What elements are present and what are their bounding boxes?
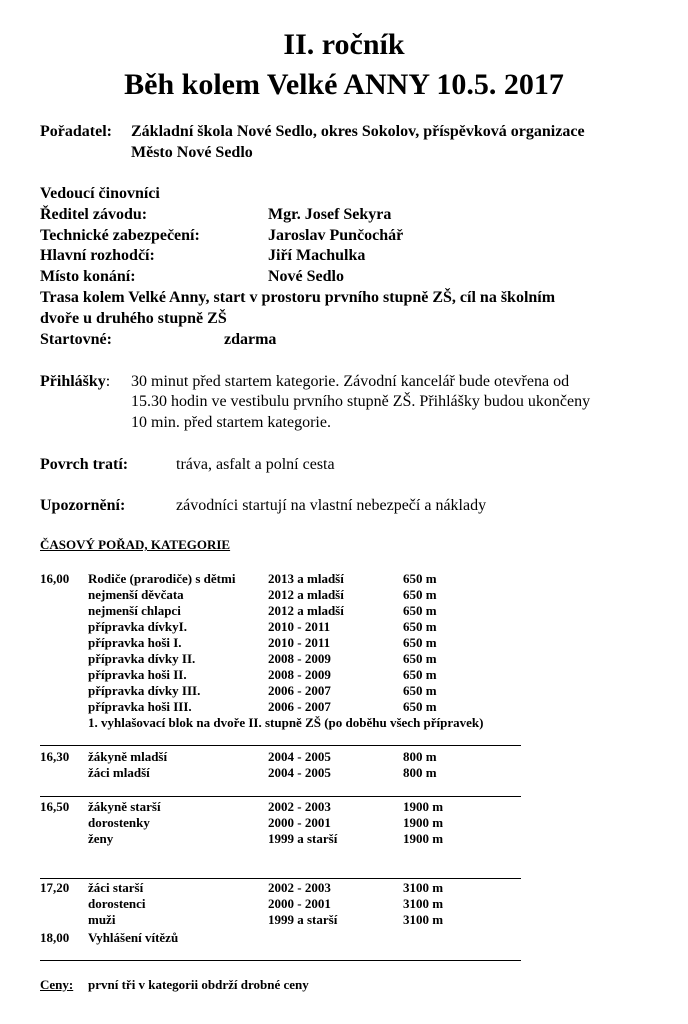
category-years: 2006 - 2007 bbox=[268, 683, 331, 698]
surface-value: tráva, asfalt a polní cesta bbox=[176, 456, 335, 473]
category-name: přípravka hoši III. bbox=[88, 699, 192, 714]
official-value: Nové Sedlo bbox=[268, 268, 344, 285]
official-label: Místo konání: bbox=[40, 268, 136, 285]
registration-label-group bbox=[40, 373, 110, 391]
fee-label: Startovné: bbox=[40, 331, 112, 348]
category-name: žákyně starší bbox=[88, 799, 161, 814]
category-years: 1999 a starší bbox=[268, 912, 338, 927]
block-time: 16,30 bbox=[40, 749, 70, 764]
category-distance: 800 m bbox=[403, 749, 437, 764]
category-distance: 650 m bbox=[403, 651, 437, 666]
category-name: žáci mladší bbox=[88, 765, 150, 780]
official-value: Jiří Machulka bbox=[268, 247, 366, 264]
category-distance: 650 m bbox=[403, 587, 437, 602]
category-distance: 1900 m bbox=[403, 799, 444, 814]
category-distance: 3100 m bbox=[403, 912, 444, 927]
category-name: nejmenší chlapci bbox=[88, 603, 181, 618]
organizer-line-2: Město Nové Sedlo bbox=[131, 144, 253, 161]
category-years: 2012 a mladší bbox=[268, 603, 344, 618]
category-years: 2004 - 2005 bbox=[268, 765, 331, 780]
category-years: 2000 - 2001 bbox=[268, 815, 331, 830]
category-distance: 1900 m bbox=[403, 831, 444, 846]
block-time: 16,50 bbox=[40, 799, 70, 814]
category-years: 2010 - 2011 bbox=[268, 619, 331, 634]
category-years: 2002 - 2003 bbox=[268, 799, 331, 814]
registration-line-1: 30 minut před startem kategorie. Závodní kancelář bude otevřena od bbox=[131, 373, 570, 390]
category-name: dorostenky bbox=[88, 815, 150, 830]
registration-colon: : bbox=[105, 373, 111, 390]
category-years: 2008 - 2009 bbox=[268, 667, 331, 682]
schedule-heading: ČASOVÝ POŘAD, KATEGORIE bbox=[40, 537, 231, 552]
category-years: 1999 a starší bbox=[268, 831, 338, 846]
category-name: přípravka hoši II. bbox=[88, 667, 187, 682]
category-name: přípravka dívky III. bbox=[88, 683, 201, 698]
officials-heading: Vedoucí činovníci bbox=[40, 185, 160, 202]
category-distance: 650 m bbox=[403, 619, 437, 634]
prizes-label: Ceny: bbox=[40, 977, 74, 992]
category-name: přípravka hoši I. bbox=[88, 635, 182, 650]
route-line-2: dvoře u druhého stupně ZŠ bbox=[40, 310, 227, 327]
organizer-label: Pořadatel: bbox=[40, 123, 112, 140]
category-name: přípravka dívky II. bbox=[88, 651, 196, 666]
official-value: Mgr. Josef Sekyra bbox=[268, 206, 392, 223]
category-years: 2006 - 2007 bbox=[268, 699, 331, 714]
category-distance: 650 m bbox=[403, 603, 437, 618]
category-distance: 650 m bbox=[403, 571, 437, 586]
official-label: Ředitel závodu: bbox=[40, 206, 148, 223]
category-distance: 650 m bbox=[403, 683, 437, 698]
surface-label: Povrch tratí: bbox=[40, 456, 129, 473]
category-distance: 650 m bbox=[403, 667, 437, 682]
category-name: žáci starší bbox=[88, 880, 144, 895]
organizer-line-1: Základní škola Nové Sedlo, okres Sokolov, příspěvková organizace bbox=[131, 123, 585, 140]
category-name: ženy bbox=[88, 831, 114, 846]
category-distance: 3100 m bbox=[403, 880, 444, 895]
prizes-text: první tři v kategorii obdrží drobné ceny bbox=[88, 977, 309, 992]
category-distance: 800 m bbox=[403, 765, 437, 780]
category-years: 2008 - 2009 bbox=[268, 651, 331, 666]
divider bbox=[40, 878, 521, 879]
warning-value: závodníci startují na vlastní nebezpečí a náklady bbox=[176, 497, 487, 514]
category-name: žákyně mladší bbox=[88, 749, 168, 764]
route-line-1: Trasa kolem Velké Anny, start v prostoru prvního stupně ZŠ, cíl na školním bbox=[40, 289, 556, 306]
category-name: Rodiče (prarodiče) s dětmi bbox=[88, 571, 236, 586]
category-years: 2000 - 2001 bbox=[268, 896, 331, 911]
registration-line-3: 10 min. před startem kategorie. bbox=[131, 414, 331, 431]
category-years: 2013 a mladší bbox=[268, 571, 344, 586]
category-name: dorostenci bbox=[88, 896, 146, 911]
category-distance: 650 m bbox=[403, 699, 437, 714]
category-years: 2002 - 2003 bbox=[268, 880, 331, 895]
category-name: nejmenší děvčata bbox=[88, 587, 184, 602]
category-years: 2010 - 2011 bbox=[268, 635, 331, 650]
official-label: Hlavní rozhodčí: bbox=[40, 247, 155, 264]
category-name: muži bbox=[88, 912, 116, 927]
awards-ceremony: Vyhlášení vítězů bbox=[88, 930, 179, 945]
fee-value: zdarma bbox=[224, 331, 277, 348]
title-line-2: Běh kolem Velké ANNY 10.5. 2017 bbox=[124, 68, 564, 101]
divider bbox=[40, 745, 521, 746]
official-value: Jaroslav Punčochář bbox=[268, 227, 404, 244]
block-time: 16,00 bbox=[40, 571, 70, 586]
warning-label: Upozornění: bbox=[40, 497, 126, 514]
official-label: Technické zabezpečení: bbox=[40, 227, 200, 244]
category-distance: 650 m bbox=[403, 635, 437, 650]
registration-line-2: 15.30 hodin ve vestibulu prvního stupně ZŠ. Přihlášky budou ukončeny bbox=[131, 393, 591, 410]
category-years: 2012 a mladší bbox=[268, 587, 344, 602]
category-distance: 3100 m bbox=[403, 896, 444, 911]
registration-label: Přihlášky bbox=[40, 373, 106, 390]
category-distance: 1900 m bbox=[403, 815, 444, 830]
awards-block-note: 1. vyhlašovací blok na dvoře II. stupně ZŠ (po doběhu všech přípravek) bbox=[88, 715, 484, 730]
category-name: přípravka dívkyI. bbox=[88, 619, 187, 634]
block-time: 18,00 bbox=[40, 930, 70, 945]
block-time: 17,20 bbox=[40, 880, 70, 895]
divider bbox=[40, 796, 521, 797]
category-years: 2004 - 2005 bbox=[268, 749, 331, 764]
title-line-1: II. ročník bbox=[283, 28, 405, 61]
divider bbox=[40, 960, 521, 961]
